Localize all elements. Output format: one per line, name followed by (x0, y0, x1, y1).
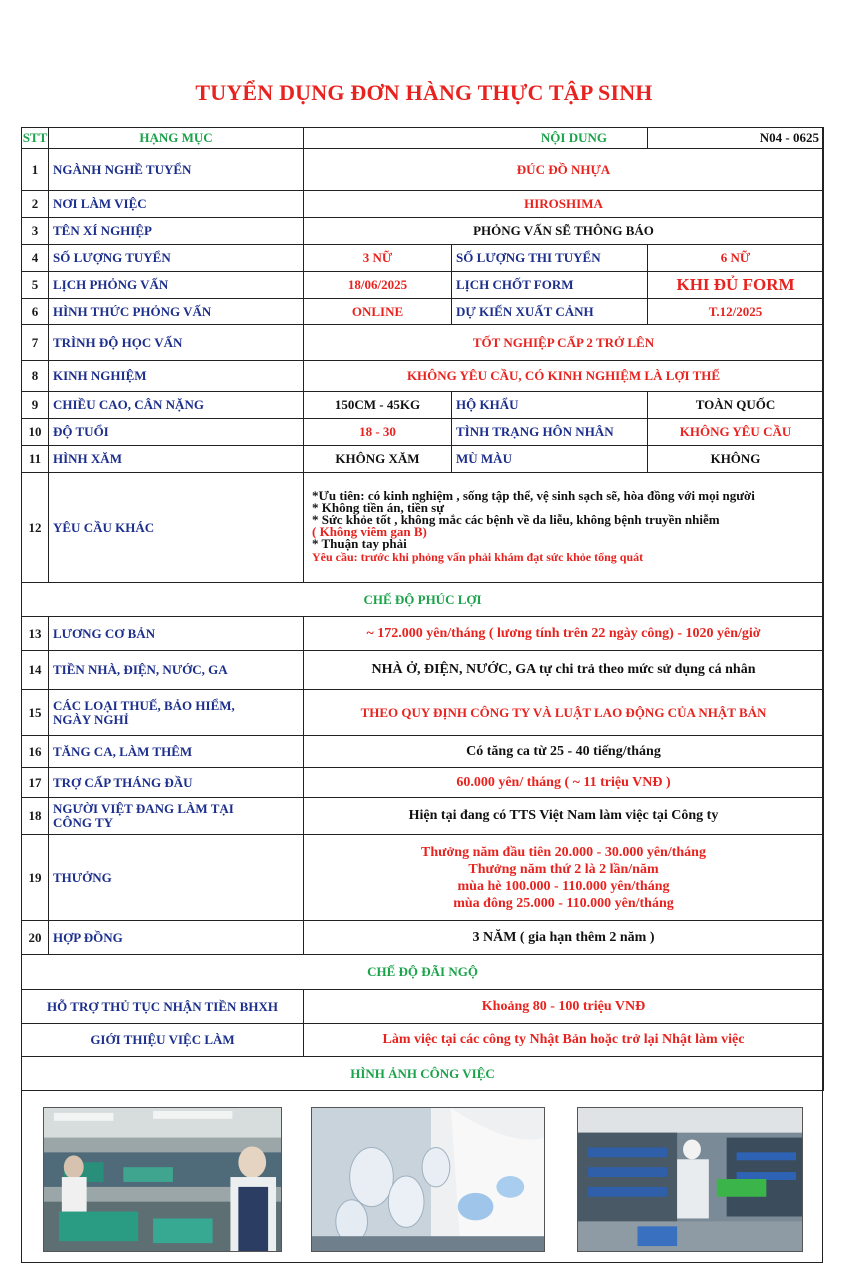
note-line: Yêu cầu: trước khi phỏng vấn phải khám đạt sức khỏe tổng quát (312, 550, 644, 564)
benefit-label: GIỚI THIỆU VIỆC LÀM (22, 1024, 304, 1057)
row-label: YÊU CẦU KHÁC (49, 473, 304, 583)
row-value: ĐÚC ĐỒ NHỰA (304, 149, 824, 191)
row-label-2: DỰ KIẾN XUẤT CẢNH (452, 299, 648, 325)
photo-factory-line (577, 1107, 803, 1252)
row-label-2: MÙ MÀU (452, 446, 648, 473)
bonus-line: Thưởng năm đầu tiên 20.000 - 30.000 yên/tháng (421, 844, 706, 860)
row-number: 1 (22, 149, 49, 191)
row-label: HỢP ĐỒNG (49, 921, 304, 955)
benefit-value: Làm việc tại các công ty Nhật Bản hoặc trở lại Nhật làm việc (304, 1024, 824, 1057)
benefit-label: HỖ TRỢ THỦ TỤC NHẬN TIỀN BHXH (22, 990, 304, 1024)
table-row (22, 690, 824, 736)
note-line: *Ưu tiên: có kinh nghiệm , sống tập thể, vệ sinh sạch sẽ, hòa đồng với mọi người (312, 488, 755, 503)
table-row (22, 921, 824, 955)
row-label-2: TÌNH TRẠNG HÔN NHÂN (452, 419, 648, 446)
row-label: CÁC LOẠI THUẾ, BẢO HIỂM, NGÀY NGHỈ (49, 690, 304, 736)
row-label: HÌNH XĂM (49, 446, 304, 473)
row-number: 11 (22, 446, 49, 473)
row-label: SỐ LƯỢNG TUYỂN (49, 245, 304, 272)
photo-electronics-assembly (43, 1107, 282, 1252)
row-value: 18 - 30 (304, 419, 452, 446)
table-row (22, 990, 824, 1024)
row-label: TÊN XÍ NGHIỆP (49, 218, 304, 245)
row-value: KHÔNG YÊU CẦU, CÓ KINH NGHIỆM LÀ LỢI THẾ (304, 361, 824, 392)
row-value-2: TOÀN QUỐC (648, 392, 824, 419)
header-code: N04 - 0625 (648, 128, 824, 149)
table-row (22, 1024, 824, 1057)
row-value: KHÔNG XĂM (304, 446, 452, 473)
table-row (22, 245, 824, 272)
table-row (22, 736, 824, 768)
row-number: 16 (22, 736, 49, 768)
header-content: NỘI DUNG (304, 128, 648, 149)
table-row (22, 218, 824, 245)
row-label: HÌNH THỨC PHỎNG VẤN (49, 299, 304, 325)
table-row (22, 446, 824, 473)
table-row (22, 798, 824, 835)
row-label: CHIỀU CAO, CÂN NẶNG (49, 392, 304, 419)
row-value-2: KHÔNG (648, 446, 824, 473)
row-number: 9 (22, 392, 49, 419)
row-label: LỊCH PHỎNG VẤN (49, 272, 304, 299)
row-label: ĐỘ TUỔI (49, 419, 304, 446)
job-table (21, 127, 824, 1091)
row-label: TIỀN NHÀ, ĐIỆN, NƯỚC, GA (49, 651, 304, 690)
row-value: 3 NĂM ( gia hạn thêm 2 năm ) (304, 921, 824, 955)
benefit-value: Khoảng 80 - 100 triệu VNĐ (304, 990, 824, 1024)
row-label-2: HỘ KHẨU (452, 392, 648, 419)
bonus-line: mùa hè 100.000 - 110.000 yên/tháng (457, 878, 670, 894)
row-value-2: 6 NỮ (648, 245, 824, 272)
row-value-2: T.12/2025 (648, 299, 824, 325)
row-value-2: KHÔNG YÊU CẦU (648, 419, 824, 446)
row-value: 18/06/2025 (304, 272, 452, 299)
page-title: TUYỂN DỤNG ĐƠN HÀNG THỰC TẬP SINH (195, 80, 653, 105)
row-number: 13 (22, 617, 49, 651)
row-number: 5 (22, 272, 49, 299)
row-label: TRỢ CẤP THÁNG ĐẦU (49, 768, 304, 798)
row-label-2: SỐ LƯỢNG THI TUYỂN (452, 245, 648, 272)
table-row (22, 651, 824, 690)
note-line: * Thuận tay phải (312, 536, 407, 551)
row-value: Hiện tại đang có TTS Việt Nam làm việc tại Công ty (304, 798, 824, 835)
table-row (22, 617, 824, 651)
table-row (22, 149, 824, 191)
row-label: KINH NGHIỆM (49, 361, 304, 392)
row-value: PHỎNG VẤN SẼ THÔNG BÁO (304, 218, 824, 245)
row-number: 12 (22, 473, 49, 583)
bonus-line: mùa đông 25.000 - 110.000 yên/tháng (453, 895, 674, 911)
section-header (22, 955, 824, 990)
row-label-2: LỊCH CHỐT FORM (452, 272, 648, 299)
table-row (22, 392, 824, 419)
row-number: 3 (22, 218, 49, 245)
row-number: 17 (22, 768, 49, 798)
row-value: ONLINE (304, 299, 452, 325)
row-value: ~ 172.000 yên/tháng ( lương tính trên 22 ngày công) - 1020 yên/giờ (304, 617, 824, 651)
header-stt: STT (22, 128, 49, 149)
section-header (22, 1057, 824, 1091)
section-welfare-title: CHẾ ĐỘ PHÚC LỢI (22, 583, 824, 617)
row-number: 15 (22, 690, 49, 736)
table-row (22, 419, 824, 446)
section-header (22, 583, 824, 617)
row-label: TRÌNH ĐỘ HỌC VẤN (49, 325, 304, 361)
row-label: LƯƠNG CƠ BẢN (49, 617, 304, 651)
row-label: NƠI LÀM VIỆC (49, 191, 304, 218)
work-photos (0, 1107, 848, 1252)
bonus-line: Thưởng năm thứ 2 là 2 lần/năm (468, 861, 659, 877)
table-row (22, 835, 824, 921)
row-value: 3 NỮ (304, 245, 452, 272)
row-value: HIROSHIMA (304, 191, 824, 218)
table-row (22, 325, 824, 361)
row-number: 2 (22, 191, 49, 218)
table-row (22, 361, 824, 392)
row-value-2: KHI ĐỦ FORM (648, 272, 824, 299)
table-header (22, 128, 824, 149)
row-value: NHÀ Ở, ĐIỆN, NƯỚC, GA tự chi trả theo mức sử dụng cá nhân (304, 651, 824, 690)
row-number: 4 (22, 245, 49, 272)
note-line: * Sức khỏe tốt , không mắc các bệnh về da liễu, không bệnh truyền nhiễm (312, 512, 720, 527)
row-label: THƯỞNG (49, 835, 304, 921)
row-number: 19 (22, 835, 49, 921)
bonus-details (304, 835, 824, 921)
row-number: 20 (22, 921, 49, 955)
row-label: NGƯỜI VIỆT ĐANG LÀM TẠI CÔNG TY (49, 798, 304, 835)
row-label: NGÀNH NGHỀ TUYỂN (49, 149, 304, 191)
row-number: 14 (22, 651, 49, 690)
table-row (22, 191, 824, 218)
note-line: * Không tiền án, tiền sự (312, 500, 445, 515)
table-row (22, 272, 824, 299)
row-number: 18 (22, 798, 49, 835)
row-number: 8 (22, 361, 49, 392)
row-label: TĂNG CA, LÀM THÊM (49, 736, 304, 768)
table-row (22, 768, 824, 798)
row-number: 6 (22, 299, 49, 325)
photo-plastic-parts (311, 1107, 545, 1252)
section-benefits-title: CHẾ ĐỘ ĐÃI NGỘ (22, 955, 824, 990)
section-photos-title: HÌNH ẢNH CÔNG VIỆC (22, 1057, 824, 1091)
row-value: TỐT NGHIỆP CẤP 2 TRỞ LÊN (304, 325, 824, 361)
row-number: 10 (22, 419, 49, 446)
table-row (22, 473, 824, 583)
header-category: HẠNG MỤC (49, 128, 304, 149)
row-value: Có tăng ca từ 25 - 40 tiếng/tháng (304, 736, 824, 768)
row-value: 60.000 yên/ tháng ( ~ 11 triệu VNĐ ) (304, 768, 824, 798)
row-value: THEO QUY ĐỊNH CÔNG TY VÀ LUẬT LAO ĐỘNG CỦA NHẬT BẢN (304, 690, 824, 736)
row-value: 150CM - 45KG (304, 392, 452, 419)
row-number: 7 (22, 325, 49, 361)
other-requirements (304, 473, 824, 583)
table-row (22, 299, 824, 325)
note-line: ( Không viêm gan B) (312, 524, 427, 539)
